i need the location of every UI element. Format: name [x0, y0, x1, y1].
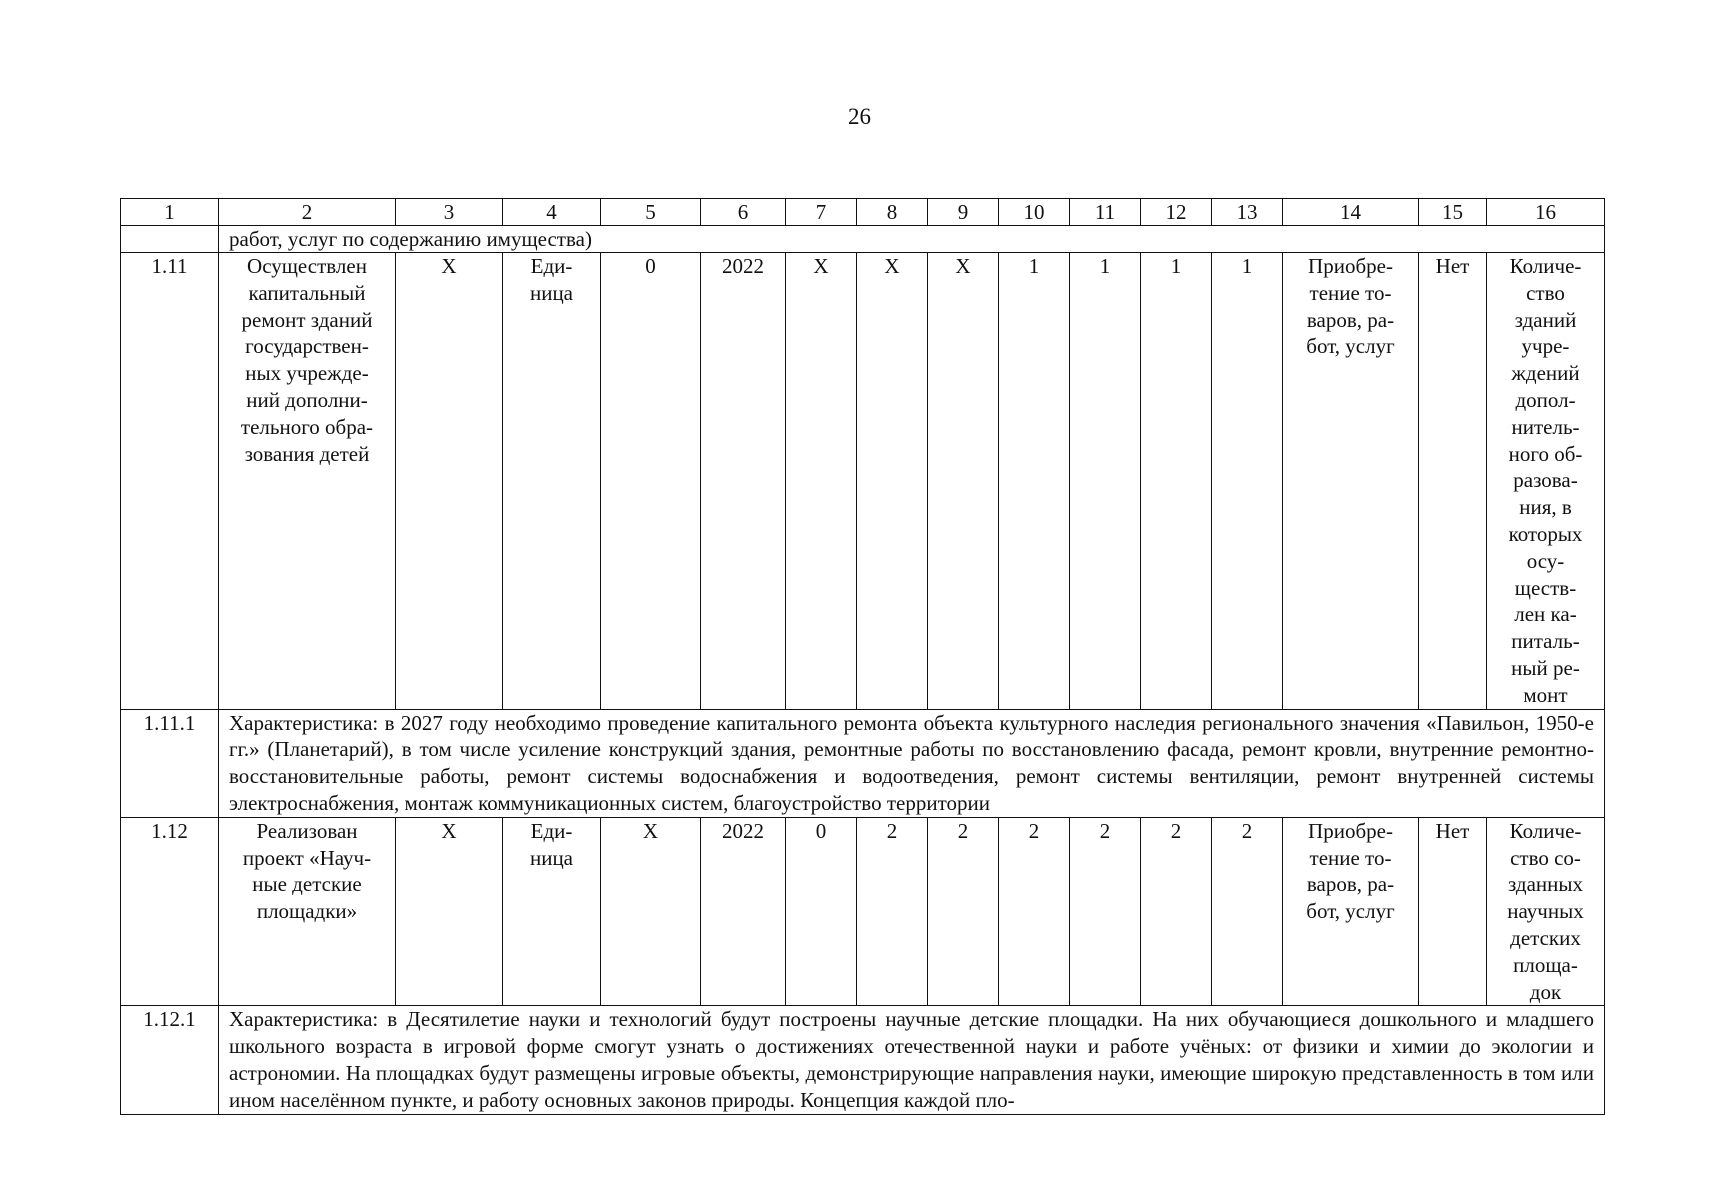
cell-col5: Х [601, 817, 701, 1006]
cell-col5: 0 [601, 253, 701, 710]
cell-col10: 1 [999, 253, 1070, 710]
cell-col12: 2 [1141, 817, 1212, 1006]
cell-col3: Х [396, 253, 503, 710]
characteristic-text: Характеристика: в Десятилетие науки и технологий будут построены научные детские площадки. На них обучающиеся дошкольного и младшего школьного возраста в игровой форме смогут узнать о достижениях отечественной науки и работе учёных: от физики и химии до экологии и астрономии. На площадках будут размещены игровые объекты, демонстрирующие направления науки, имеющие широкую представленность в том или ином населённом пункте, и работу основных законов природы. Концепция каждой пло- [219, 1006, 1605, 1114]
cell-col13: 2 [1212, 817, 1283, 1006]
cell-col13: 1 [1212, 253, 1283, 710]
cell-col7: Х [786, 253, 857, 710]
column-number: 8 [857, 199, 928, 226]
table-row [121, 253, 1605, 710]
row-number: 1.11.1 [121, 709, 219, 817]
empty-cell [121, 226, 219, 253]
type-cell: Приобре- тение то- варов, ра- бот, услуг [1283, 253, 1419, 710]
unit-cell: Еди- ница [503, 253, 601, 710]
column-number: 1 [121, 199, 219, 226]
row-number: 1.11 [121, 253, 219, 710]
column-number: 4 [503, 199, 601, 226]
characteristic-row [121, 1006, 1605, 1114]
column-number: 9 [928, 199, 999, 226]
cell-col11: 2 [1070, 817, 1141, 1006]
column-number: 2 [219, 199, 396, 226]
cell-col15: Нет [1419, 817, 1487, 1006]
column-number-row [121, 199, 1605, 226]
cell-col7: 0 [786, 817, 857, 1006]
column-number: 5 [601, 199, 701, 226]
column-number: 15 [1419, 199, 1487, 226]
cell-col8: Х [857, 253, 928, 710]
cell-col15: Нет [1419, 253, 1487, 710]
measures-table [120, 198, 1605, 1115]
continuation-row [121, 226, 1605, 253]
cell-col9: 2 [928, 817, 999, 1006]
cell-col12: 1 [1141, 253, 1212, 710]
type-cell: Приобре- тение то- варов, ра- бот, услуг [1283, 817, 1419, 1006]
indicator-cell: Количе- ство со- зданных научных детских площа- док [1487, 817, 1605, 1006]
unit-cell: Еди- ница [503, 817, 601, 1006]
column-number: 11 [1070, 199, 1141, 226]
table-row [121, 817, 1605, 1006]
row-number: 1.12 [121, 817, 219, 1006]
column-number: 10 [999, 199, 1070, 226]
cell-col9: Х [928, 253, 999, 710]
column-number: 16 [1487, 199, 1605, 226]
cell-col11: 1 [1070, 253, 1141, 710]
characteristic-text: Характеристика: в 2027 году необходимо проведение капитального ремонта объекта культурного наследия регионального значения «Павильон, 1950-е гг.» (Планетарий), в том числе усиление конструкций здания, ремонтные работы по восстановлению фасада, ремонт кровли, внутренние ремонтно-восстановительные работы, ремонт системы водоснабжения и водоотведения, ремонт системы вентиляции, ремонт внутренней системы электроснабжения, монтаж коммуникационных систем, благоустройство территории [219, 709, 1605, 817]
characteristic-row [121, 709, 1605, 817]
cell-col10: 2 [999, 817, 1070, 1006]
result-name: Осуществлен капитальный ремонт зданий государствен- ных учрежде- ний дополни- тельного обра- зования детей [219, 253, 396, 710]
column-number: 14 [1283, 199, 1419, 226]
cell-col6: 2022 [701, 253, 786, 710]
page-number: 26 [848, 104, 871, 129]
column-number: 6 [701, 199, 786, 226]
row-number: 1.12.1 [121, 1006, 219, 1114]
column-number: 7 [786, 199, 857, 226]
cell-col3: Х [396, 817, 503, 1006]
result-name: Реализован проект «Науч- ные детские площадки» [219, 817, 396, 1006]
column-number: 13 [1212, 199, 1283, 226]
cell-col6: 2022 [701, 817, 786, 1006]
continuation-text: работ, услуг по содержанию имущества) [219, 226, 1605, 253]
indicator-cell: Количе- ство зданий учре- ждений допол- нитель- ного об- разова- ния, в которых осу- ществ- лен ка- питаль- ный ре- монт [1487, 253, 1605, 710]
cell-col8: 2 [857, 817, 928, 1006]
column-number: 12 [1141, 199, 1212, 226]
column-number: 3 [396, 199, 503, 226]
